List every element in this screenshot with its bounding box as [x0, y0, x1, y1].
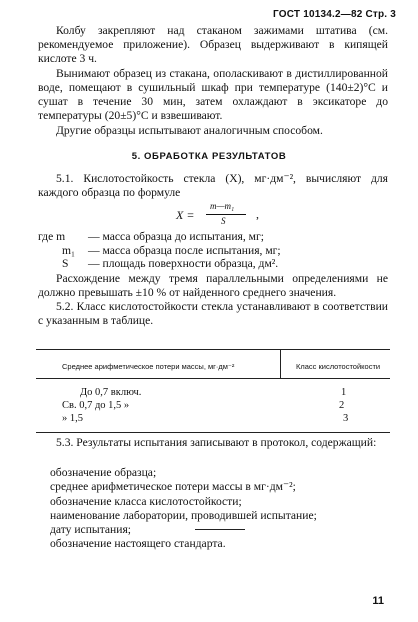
definition-row [38, 230, 388, 244]
protocol-items [38, 466, 388, 552]
protocol-item: обозначение настоящего стандарта. [50, 537, 226, 551]
definition-text: — масса образца после испытания, мг; [88, 243, 281, 257]
definition-symbol: m₁ [62, 243, 76, 257]
protocol-item: наименование лаборатории, проводившей испытание; [50, 508, 317, 522]
formula-numerator: m—m₁ [210, 201, 235, 211]
table-header-loss: Среднее арифметическое потери массы, мг·дм⁻² [62, 362, 235, 371]
table-row-class: 2 [339, 400, 345, 411]
table-bottom-rule [36, 432, 390, 433]
paragraph-5-3: 5.3. Результаты испытания записывают в протокол, содержащий: [56, 436, 377, 449]
end-separator [195, 529, 245, 530]
intro-paragraph-1: Колбу закрепляют над стаканом зажимами штатива (см. рекомендуемое приложение). Образец выдерживают в кипящей кислоте 3 ч. [38, 24, 388, 65]
definition-text: — площадь поверхности образца, дм². [88, 257, 279, 270]
paragraph-5-2: 5.2. Класс кислотостойкости стекла устанавливают в соответствии с указанным в таблице. [38, 300, 388, 327]
definition-row [38, 244, 388, 258]
protocol-item: обозначение образца; [50, 466, 157, 479]
intro-paragraph-3: Другие образцы испытывают аналогичным способом. [56, 124, 323, 137]
running-header: ГОСТ 10134.2—82 Стр. 3 [273, 9, 396, 20]
variable-definitions [38, 230, 388, 271]
section-heading: 5. ОБРАБОТКА РЕЗУЛЬТАТОВ [131, 151, 287, 162]
formula-lhs: X = [176, 208, 195, 222]
page-number: 11 [372, 595, 384, 607]
formula-trail: , [256, 207, 259, 221]
table-row-range: До 0,7 включ. [80, 387, 142, 398]
table-header-rule [36, 378, 390, 379]
protocol-item: дату испытания; [50, 523, 132, 537]
definition-row [38, 257, 388, 271]
intro-paragraph-2: Вынимают образец из стакана, ополаскивают в дистиллированной воде, помещают в сушильный шкаф при температуре (140±2)°С и сушат в течение 30 мин, затем охлаждают в эксикаторе до температуры (20±5)°С и взвешивают. [38, 67, 388, 122]
deviation-paragraph: Расхождение между тремя параллельными определениями не должно превышать ±10 % от найденного среднего значения. [38, 272, 388, 299]
table-column-divider [280, 349, 281, 378]
table-row-class: 3 [343, 413, 349, 424]
table-row-range: Св. 0,7 до 1,5 » [62, 400, 130, 411]
definition-symbol: S [62, 257, 69, 270]
definition-text: — масса образца до испытания, мг; [88, 230, 264, 243]
protocol-item: среднее арифметическое потери массы в мг·дм⁻²; [50, 480, 296, 494]
protocol-item: обозначение класса кислотостойкости; [50, 494, 242, 508]
formula [176, 201, 286, 229]
formula-denominator: S [221, 216, 226, 226]
table-row-range: » 1,5 [62, 413, 83, 424]
table-header-class: Класс кислотостойкости [296, 362, 381, 371]
table-row-class: 1 [341, 387, 347, 398]
paragraph-5-1: 5.1. Кислотостойкость стекла (X), мг·дм⁻², вычисляют для каждого образца по формуле [38, 172, 388, 199]
fraction-bar [206, 214, 246, 215]
definition-symbol: где m [38, 230, 66, 243]
table-top-rule [36, 349, 390, 350]
